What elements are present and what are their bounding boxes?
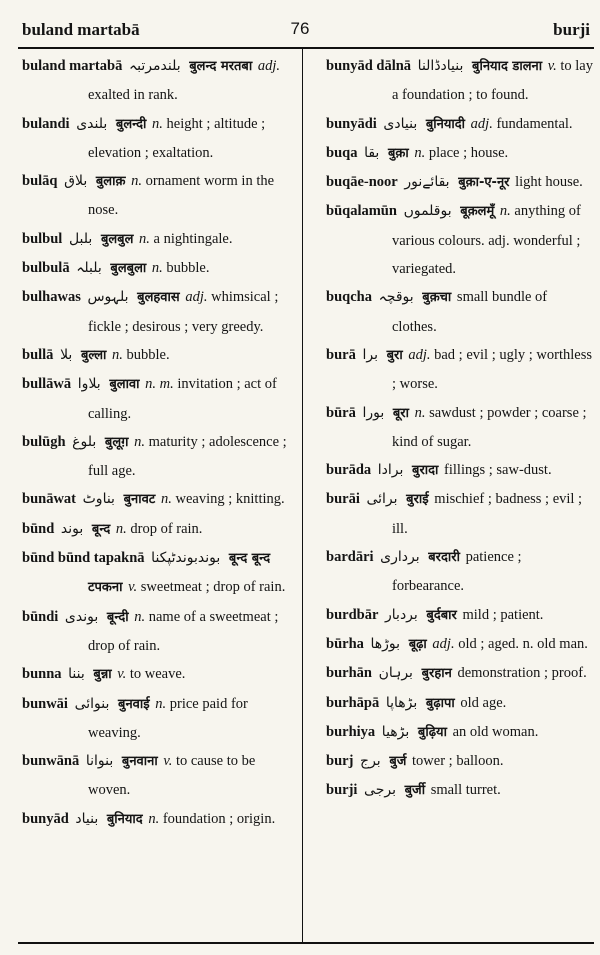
hindi-script: बुनियादी <box>425 116 466 132</box>
definition: an old woman. <box>452 723 539 740</box>
hindi-script: बूक़लमूँ <box>460 204 495 220</box>
part-of-speech: n. <box>499 203 511 220</box>
hindi-script: बुरा <box>386 347 403 363</box>
definition: price paid for weaving. <box>88 695 248 741</box>
urdu-script: بڑھیا <box>381 723 410 740</box>
dictionary-entry <box>22 660 292 689</box>
right-column <box>326 52 594 806</box>
page-number: 76 <box>290 19 310 38</box>
definition: foundation ; origin. <box>162 810 276 827</box>
urdu-script: بقائےنور <box>404 174 450 191</box>
headword: burāda <box>326 462 372 479</box>
hindi-script: बुलूग़ <box>104 434 129 450</box>
urdu-script: بورا <box>362 404 385 421</box>
part-of-speech: adj. <box>470 115 493 132</box>
urdu-script: بڑھاپا <box>385 694 418 711</box>
definition: bubble. <box>166 260 210 277</box>
hindi-script: बूरा <box>392 405 409 421</box>
hindi-script: बुलन्दी <box>115 116 147 132</box>
column-divider <box>302 49 303 942</box>
part-of-speech: n. <box>414 404 426 421</box>
part-of-speech: n. <box>161 491 172 508</box>
dictionary-entry <box>22 254 292 283</box>
headword: būnd <box>22 520 55 537</box>
headword: buqa <box>326 144 358 161</box>
definition: fillings ; saw-dust. <box>444 462 552 479</box>
headword: bunyādi <box>326 115 377 132</box>
urdu-script: برا <box>362 346 378 363</box>
definition: tower ; balloon. <box>412 753 504 770</box>
headword: bullā <box>22 346 54 363</box>
dictionary-entry <box>326 689 594 718</box>
hindi-script: बुनियाद डालना <box>472 59 543 74</box>
headword: burhāpā <box>326 694 380 711</box>
definition: maturity ; adolescence ; full age. <box>88 433 287 480</box>
part-of-speech: n. <box>115 520 127 537</box>
urdu-script: بلوغ <box>72 433 97 450</box>
urdu-script: بناوٹ <box>82 491 115 508</box>
dictionary-entry <box>326 601 594 630</box>
part-of-speech: n. <box>155 695 167 712</box>
urdu-script: بنوائی <box>74 695 110 712</box>
headword: bunyād dālnā <box>326 58 412 74</box>
part-of-speech: adj. <box>185 289 208 306</box>
hindi-script: बुराई <box>406 492 429 508</box>
headword: burhān <box>326 665 372 682</box>
headword: bunwāi <box>22 695 68 712</box>
urdu-script: بنیادڈالنا <box>417 58 464 74</box>
dictionary-entry <box>326 52 594 110</box>
hindi-script: बुलबुला <box>110 261 147 277</box>
part-of-speech: n. <box>139 230 150 247</box>
definition: a nightingale. <box>153 230 233 247</box>
urdu-script: بقا <box>364 144 380 161</box>
header-first-word: buland martabā <box>22 20 140 39</box>
definition: exalted in rank. <box>88 87 178 104</box>
headword: buland martabā <box>22 58 123 74</box>
urdu-script: برائی <box>366 491 398 508</box>
headword: buqcha <box>326 289 372 306</box>
urdu-script: بلبل <box>68 230 93 247</box>
definition: mild ; patient. <box>462 606 544 623</box>
hindi-script: बुनावट <box>123 492 156 508</box>
dictionary-entry <box>22 515 292 544</box>
definition: bad ; evil ; ugly ; worthless ; worse. <box>392 346 592 393</box>
dictionary-entry <box>22 428 292 486</box>
dictionary-entry <box>22 341 292 370</box>
hindi-script: बुढ़िया <box>417 724 447 740</box>
dictionary-entry <box>22 805 292 834</box>
dictionary-entry <box>326 776 594 805</box>
hindi-script: बूढ़ा <box>408 636 427 652</box>
urdu-script: برہان <box>378 665 413 682</box>
hindi-script: बुर्जी <box>404 783 426 799</box>
urdu-script: بنوانا <box>85 753 114 770</box>
hindi-script: बुल्ला <box>80 347 107 363</box>
definition: old age. <box>460 694 507 711</box>
part-of-speech: adj. <box>257 58 280 74</box>
headword: bulhawas <box>22 289 81 306</box>
headword: bulandi <box>22 115 70 132</box>
headword: buqāe-noor <box>326 174 398 191</box>
headword: bunna <box>22 666 62 683</box>
part-of-speech: v. <box>128 579 138 596</box>
dictionary-entry <box>22 110 292 168</box>
urdu-script: بلبلہ <box>76 260 102 277</box>
urdu-script: بننا <box>68 666 85 683</box>
dictionary-entry <box>22 747 292 805</box>
dictionary-entry <box>22 485 292 514</box>
definition: demonstration ; proof. <box>457 665 587 682</box>
dictionary-entry <box>326 747 594 776</box>
hindi-script: बुलहवास <box>137 290 180 306</box>
headword: būndi <box>22 608 59 625</box>
part-of-speech: n. <box>148 810 160 827</box>
dictionary-entry <box>22 544 292 603</box>
definition: anything of various colours. adj. wonderful ; variegated. <box>392 203 581 278</box>
dictionary-entry <box>22 52 292 110</box>
headword: bulāq <box>22 173 58 190</box>
urdu-script: بلہوس <box>87 289 129 306</box>
hindi-script: बुनवाई <box>118 696 150 712</box>
part-of-speech: adj. <box>432 635 455 652</box>
page-header <box>0 0 600 50</box>
urdu-script: بوڑھا <box>370 635 401 652</box>
dictionary-entry <box>326 110 594 139</box>
urdu-script: بلندمرتبہ <box>128 58 181 74</box>
dictionary-entry <box>326 168 594 197</box>
urdu-script: برجی <box>364 782 396 799</box>
definition: whimsical ; fickle ; desirous ; very greedy. <box>88 289 279 335</box>
headword: bunāwat <box>22 491 76 508</box>
part-of-speech: n. <box>134 433 145 450</box>
hindi-script: बून्द <box>91 521 111 537</box>
hindi-script: बून्दी <box>106 609 129 625</box>
urdu-script: بلا <box>60 346 73 363</box>
headword: bulbul <box>22 230 63 247</box>
urdu-script: برادا <box>377 462 404 479</box>
dictionary-entry <box>22 690 292 748</box>
urdu-script: بلندی <box>76 115 108 132</box>
urdu-script: برج <box>360 753 381 770</box>
dictionary-entry <box>326 456 594 485</box>
part-of-speech: n. <box>112 346 123 363</box>
dictionary-entry <box>326 630 594 659</box>
dictionary-entry <box>326 399 594 457</box>
hindi-script: बुरहान <box>421 666 452 682</box>
definition: drop of rain. <box>130 520 203 537</box>
dictionary-entry <box>22 603 292 661</box>
part-of-speech: n. <box>414 144 426 161</box>
dictionary-entry <box>326 718 594 747</box>
hindi-script: बुलबुल <box>100 231 134 247</box>
dictionary-entry <box>326 283 594 341</box>
urdu-script: بنیادی <box>383 115 418 132</box>
definition: to cause to be woven. <box>88 753 256 799</box>
definition: invitation ; act of calling. <box>88 376 277 422</box>
definition: small turret. <box>430 782 501 799</box>
part-of-speech: adj. <box>408 346 431 363</box>
urdu-script: بوقچہ <box>378 289 414 306</box>
definition: height ; altitude ; elevation ; exaltation. <box>88 115 266 161</box>
dictionary-entry <box>326 341 594 399</box>
headword: bullāwā <box>22 376 72 393</box>
definition: name of a sweetmeat ; drop of rain. <box>88 608 279 654</box>
dictionary-entry <box>22 225 292 254</box>
urdu-script: برداری <box>380 549 420 566</box>
part-of-speech: n. <box>134 608 146 625</box>
urdu-script: بوندبوندٹپکنا <box>151 550 221 567</box>
part-of-speech: n. m. <box>145 376 174 393</box>
headword: bunyād <box>22 810 69 827</box>
definition: to weave. <box>129 666 186 683</box>
hindi-script: बरदारी <box>428 550 460 566</box>
definition: to lay a foundation ; to found. <box>392 58 593 104</box>
hindi-script: बुलन्द मरतबा <box>189 59 253 74</box>
definition: sweetmeat ; drop of rain. <box>140 579 286 596</box>
hindi-script: बुलाक़ <box>95 174 126 190</box>
hindi-script: बून्द बून्द टपकना <box>88 551 271 596</box>
headword: bardāri <box>326 549 374 566</box>
headword: būrā <box>326 404 356 421</box>
hindi-script: बुन्ना <box>93 667 112 683</box>
headword: burāi <box>326 491 360 508</box>
urdu-script: بلاق <box>64 173 88 190</box>
header-rule <box>18 47 594 49</box>
headword: burhiya <box>326 723 376 740</box>
dictionary-entry <box>22 370 292 428</box>
hindi-script: बुढ़ापा <box>425 695 455 711</box>
left-column <box>22 52 292 834</box>
definition: sawdust ; powder ; coarse ; kind of sugar. <box>392 404 587 450</box>
part-of-speech: n. <box>152 115 163 132</box>
urdu-script: بلاوا <box>77 376 101 393</box>
urdu-script: بنیاد <box>75 810 99 827</box>
headword: būrha <box>326 635 364 652</box>
hindi-script: बुनियाद <box>106 811 143 827</box>
dictionary-entry <box>326 197 594 283</box>
dictionary-entry <box>22 167 292 225</box>
hindi-script: बुक़चा <box>422 290 452 306</box>
headword: būnd būnd tapaknā <box>22 550 145 567</box>
headword: bulbulā <box>22 260 70 277</box>
headword: burā <box>326 346 356 363</box>
urdu-script: بوقلموں <box>403 203 452 220</box>
urdu-script: بردبار <box>385 606 418 623</box>
hindi-script: बुर्ज <box>389 754 407 770</box>
definition: place ; house. <box>428 144 509 161</box>
headword: būqalamūn <box>326 203 397 220</box>
definition: old ; aged. n. old man. <box>458 635 588 652</box>
dictionary-entry <box>326 659 594 688</box>
part-of-speech: v. <box>547 58 557 74</box>
hindi-script: बुरादा <box>412 463 439 479</box>
part-of-speech: n. <box>131 173 142 190</box>
hindi-script: बुक़ा-ए-नूर <box>458 175 510 191</box>
definition: light house. <box>515 174 583 191</box>
urdu-script: بوندی <box>64 608 99 625</box>
part-of-speech: v. <box>163 753 173 770</box>
footer-rule <box>18 942 594 944</box>
dictionary-entry <box>326 139 594 168</box>
definition: bubble. <box>126 346 170 363</box>
part-of-speech: n. <box>151 260 163 277</box>
dictionary-entry <box>326 543 594 601</box>
part-of-speech: v. <box>117 666 127 683</box>
headword: burj <box>326 753 354 770</box>
dictionary-entry <box>22 283 292 341</box>
definition: patience ; forbearance. <box>392 549 522 595</box>
header-last-word: burji <box>553 20 590 39</box>
headword: burdbār <box>326 606 379 623</box>
hindi-script: बुर्दबार <box>426 607 457 623</box>
definition: fundamental. <box>496 115 573 132</box>
headword: burji <box>326 782 358 799</box>
definition: mischief ; badness ; evil ; ill. <box>392 491 583 537</box>
hindi-script: बुक़ा <box>387 145 409 161</box>
urdu-script: بوند <box>60 520 84 537</box>
dictionary-entry <box>326 485 594 543</box>
definition: weaving ; knitting. <box>175 491 285 508</box>
headword: bulūgh <box>22 433 66 450</box>
hindi-script: बुलावा <box>109 377 140 393</box>
definition: small bundle of clothes. <box>392 289 548 335</box>
definition: ornament worm in the nose. <box>88 173 275 219</box>
headword: bunwānā <box>22 753 80 770</box>
hindi-script: बुनवाना <box>121 754 158 770</box>
